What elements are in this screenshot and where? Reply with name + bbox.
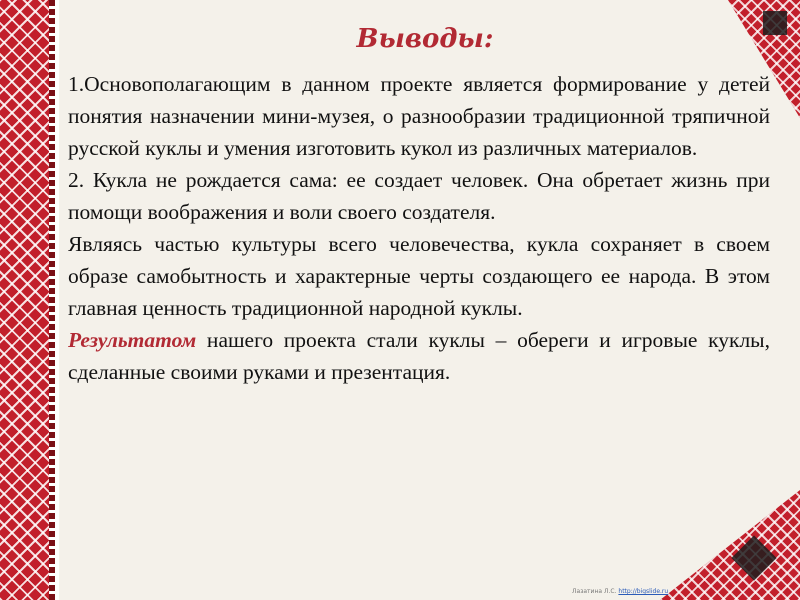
result-keyword: Результатом — [68, 328, 197, 352]
footer-link[interactable]: http://bigslide.ru — [618, 588, 669, 595]
result-text: нашего проекта стали куклы – обереги и игровые куклы, сделанные своими руками и презентация. — [68, 328, 770, 384]
bottom-right-ornament — [660, 490, 800, 600]
slide-content — [68, 24, 770, 388]
conclusion-paragraph-4 — [68, 324, 770, 388]
conclusion-paragraph-2: 2. Кукла не рождается сама: ее создает человек. Она обретает жизнь при помощи воображения и воли своего создателя. — [68, 168, 770, 224]
border-separator — [55, 0, 59, 600]
slide-title: Выводы: — [356, 24, 494, 54]
left-ornament-border — [0, 0, 55, 600]
conclusion-paragraph-1: 1.Основополагающим в данном проекте является формирование у детей понятия назначении мини-музея, о разнообразии традиционной тряпичной русской куклы и умения изготовить кукол из различных материалов. — [68, 72, 770, 160]
footer-credit — [572, 588, 668, 595]
conclusion-paragraph-3: Являясь частью культуры всего человечества, кукла сохраняет в своем образе самобытность и характерные черты создающего ее народа. В этом главная ценность традиционной народной куклы. — [68, 232, 770, 320]
footer-author: Лазатина Л.С. — [572, 588, 619, 595]
